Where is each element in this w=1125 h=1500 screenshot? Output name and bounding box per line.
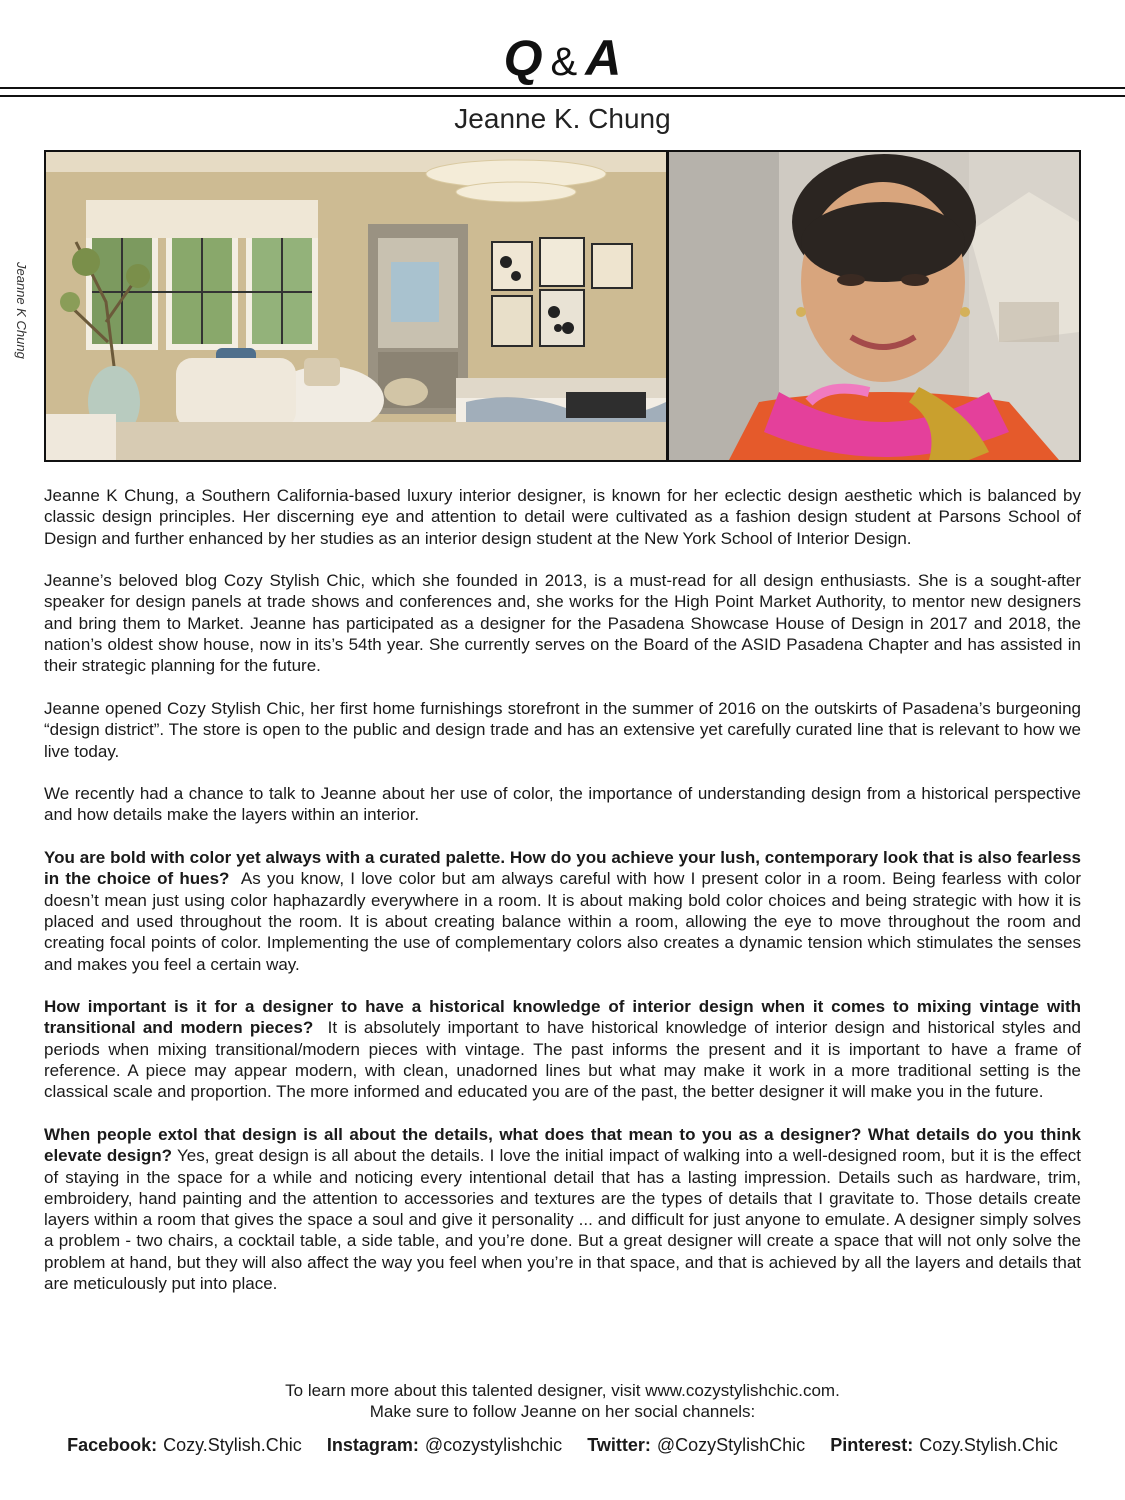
title-a: A — [585, 30, 622, 86]
social-label: Pinterest: — [830, 1435, 914, 1455]
bedroom-illustration — [46, 152, 666, 460]
photo-frame — [44, 150, 1081, 462]
qa-answer: Yes, great design is all about the details. I love the initial impact of walking into a well-designed room, but it is the effect of staying in the space for a while and noticing every intentional detail that has a lasting impression. Details such as hardware, trim, embroidery, hand painting and the attention to accessories and textures are the types of details that I gravitate to. Those details create layers within a room that gives the space a soul and give it personality ... and difficult for just anyone to emulate. A designer simply solves a problem - two chairs, a cocktail table, a side table, and you’re done. But a great designer will create a space that will not only solve the problem at hand, but they will also affect the way you feel when you’re in that space, and that is achieved by all the layers and details that are meticulously put into place. — [44, 1146, 1081, 1293]
social-pinterest — [830, 1433, 1058, 1457]
photo-credit-caption: Jeanne K Chung — [14, 261, 29, 359]
qa-question: How important is it for a designer to have a historical knowledge of interior design when it comes to mixing vintage with transitional and modern pieces? — [44, 997, 1081, 1038]
designer-name: Jeanne K. Chung — [454, 103, 671, 134]
page-title — [0, 28, 1125, 92]
intro-paragraph: Jeanne K Chung, a Southern California-based luxury interior designer, is known for her eclectic design aesthetic which is balanced by classic design principles. Her discerning eye and attention to detail were cultivated as a fashion design student at Parsons School of Design and further enhanced by her studies as an interior design student at the New York School of Interior Design. — [44, 486, 1081, 548]
qa-item — [44, 996, 1081, 1102]
follow-line: Make sure to follow Jeanne on her social channels: — [369, 1402, 756, 1421]
qa-question: When people extol that design is all about the details, what does that mean to you as a designer? What details do you think elevate design? — [44, 1124, 1081, 1166]
designer-portrait-photo — [669, 152, 1079, 460]
social-instagram — [327, 1433, 562, 1457]
social-twitter — [587, 1433, 805, 1457]
article-body — [44, 485, 1081, 1316]
closing-note — [0, 1380, 1125, 1422]
social-label: Instagram: — [326, 1435, 419, 1455]
social-links — [0, 1433, 1125, 1457]
bedroom-interior-photo — [46, 152, 666, 460]
qa-item — [44, 847, 1081, 975]
social-label: Twitter: — [587, 1435, 651, 1455]
title-q: Q — [503, 30, 543, 86]
social-handle: @cozystylishchic — [424, 1435, 563, 1455]
qa-answer: It is absolutely important to have historical knowledge of interior design and historical styles and periods when mixing transitional/modern pieces with vintage. The past informs the present and it is important to have a frame of reference. A piece may appear modern, with clean, unadorned lines but what may make it work in a more traditional setting is the classical scale and proportion. The more informed and educated you are of the past, the better designer it will make you in the future. — [44, 1018, 1081, 1102]
social-handle: Cozy.Stylish.Chic — [919, 1435, 1058, 1455]
social-facebook — [67, 1433, 302, 1457]
intro-paragraph: Jeanne’s beloved blog Cozy Stylish Chic, which she founded in 2013, is a must-read for all design enthusiasts. She is a sought-after speaker for design panels at trade shows and conferences and, she works for the High Point Market Authority, to mentor new designers and bring them to Market. Jeanne has participated as a designer for the Pasadena Showcase House of Design in 2017 and 2018, the nation’s oldest show house, now in its’s 54th year. She currently serves on the Board of the ASID Pasadena Chapter and has assisted in their strategic planning for the future. — [44, 571, 1081, 676]
social-label: Facebook: — [67, 1435, 158, 1455]
portrait-illustration — [669, 152, 1079, 460]
title-rule-bottom — [0, 95, 1125, 97]
social-handle: Cozy.Stylish.Chic — [163, 1435, 302, 1455]
title-ampersand: & — [550, 40, 578, 84]
qa-question: You are bold with color yet always with a curated palette. How do you achieve your lush, contemporary look that is also fearless in the choice of hues? — [44, 848, 1081, 889]
qa-answer: As you know, I love color but am always careful with how I present color in a room. Being fearless with color doesn’t mean just using color haphazardly everywhere in a room. It is about making bold color choices and being strategic with how it is placed and used throughout the room. It is about creating balance within a room, allowing the eye to move throughout the room and creating focal points of color. Implementing the use of complementary colors also creates a dynamic tension which stimulates the senses and makes you feel a certain way. — [44, 869, 1082, 974]
website-line: To learn more about this talented designer, visit www.cozystylishchic.com. — [285, 1381, 840, 1400]
title-rule-top — [0, 87, 1125, 89]
social-handle: @CozyStylishChic — [656, 1435, 806, 1455]
intro-paragraph: We recently had a chance to talk to Jeanne about her use of color, the importance of understanding design from a historical perspective and how details make the layers within an interior. — [44, 784, 1081, 825]
intro-paragraph: Jeanne opened Cozy Stylish Chic, her first home furnishings storefront in the summer of 2016 on the outskirts of Pasadena’s burgeoning “design district”. The store is open to the public and design trade and has an extensive yet carefully curated line that is relevant to how we live today. — [44, 698, 1081, 761]
qa-item — [44, 1124, 1081, 1294]
